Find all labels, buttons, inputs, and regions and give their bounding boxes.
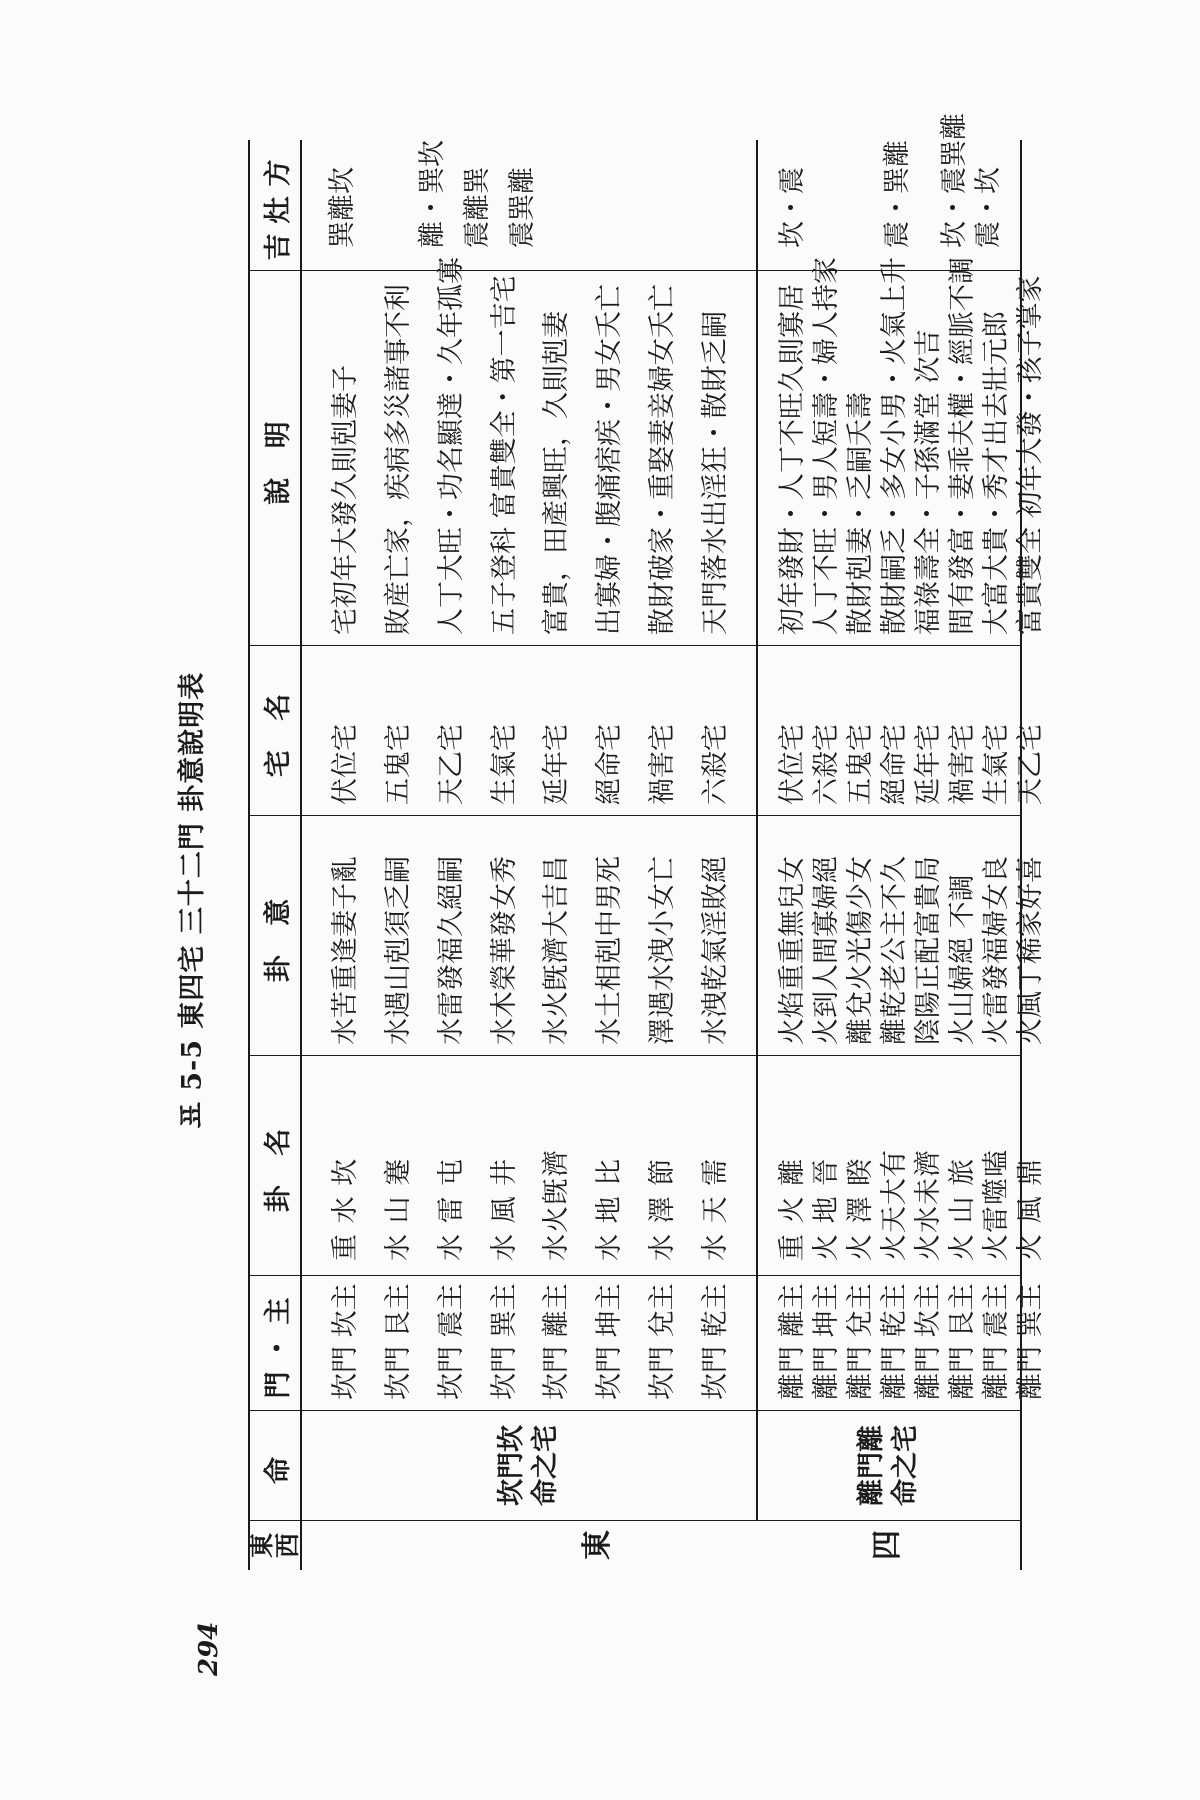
table-cell: 五鬼宅 — [383, 724, 415, 805]
table-cell — [810, 140, 834, 258]
table-cell: 五鬼宅 — [845, 724, 876, 805]
table-cell: 人丁不旺・男人短壽・婦人持家 — [811, 257, 842, 635]
table-cell: 水雷發福久絕嗣 — [435, 856, 467, 1045]
table-cell: 離門 坎主 — [913, 1283, 944, 1400]
table-cell: 震・坎 — [973, 167, 1004, 248]
table-cell: 散財剋妻・乏嗣夭壽 — [845, 392, 876, 635]
table-cell: 絕命宅 — [879, 724, 910, 805]
table-cell: 火風丁稀家好喜 — [1015, 856, 1046, 1045]
table-cell: 火雷發福婦女良 — [981, 856, 1012, 1045]
ming-cell-li: 離門離命之宅 — [758, 1410, 1020, 1520]
table-cell: 火天大有 — [879, 1149, 910, 1261]
table-cell: 水遇山剋須乏嗣 — [383, 856, 415, 1045]
table-cell: 坎・震 — [777, 167, 808, 248]
table-cell: 離門 坤主 — [811, 1283, 842, 1400]
jizao-column — [302, 140, 758, 270]
header-xi: 西 — [273, 1533, 302, 1559]
table-cell: 水土相剋中男死 — [594, 856, 626, 1045]
table-cell: 離兌火光傷少女 — [845, 856, 876, 1045]
table-cell: 宅初年大發久則剋妻子 — [330, 365, 362, 635]
table-cell: 火雷噬嗑 — [981, 1149, 1012, 1261]
rotated-page — [170, 113, 1046, 1680]
table-cell — [834, 140, 858, 258]
header-dong: 東 — [247, 1533, 276, 1559]
table-cell: 重 火 離 — [777, 1157, 808, 1261]
zhaiming-column — [302, 645, 758, 815]
table-cell — [915, 140, 939, 258]
shuoming-column — [758, 257, 1046, 645]
header-guayi: 卦 意 — [250, 815, 302, 1055]
table-cell: 水 地 比 — [594, 1157, 626, 1261]
table-cell: 天門落水出淫狂・散財乏嗣 — [699, 311, 731, 635]
table-cell: 火到人間寡婦絕 — [811, 856, 842, 1045]
table-cell: 延年宅 — [541, 724, 573, 805]
dongxi-column — [302, 1520, 1020, 1570]
table-cell: 間有發富・妻乖夫權・經脈不調 — [947, 257, 978, 635]
ming-cell-kan: 坎門坎命之宅 — [302, 1410, 758, 1520]
table-cell: 離門 震主 — [981, 1283, 1012, 1400]
dongxi-char: 東 — [580, 1530, 615, 1560]
table-cell: 火焰重重無兒女 — [777, 856, 808, 1045]
table-cell: 坎門 震主 — [435, 1283, 467, 1400]
table-cell: 離門 離主 — [777, 1283, 808, 1400]
table-cell — [590, 140, 635, 258]
page-number: 294 — [194, 1621, 224, 1676]
header-shuoming: 說 明 — [250, 270, 302, 645]
guaming-column — [758, 1055, 1046, 1275]
table-cell: 水火旣濟大吉昌 — [541, 856, 573, 1045]
table-cell: 離門 艮主 — [947, 1283, 978, 1400]
table-cell: 福祿壽全・子孫滿堂 次吉 — [913, 329, 944, 635]
table-cell — [365, 140, 410, 258]
table-cell: 坎・震巽離 — [939, 113, 970, 248]
table-cell: 離乾老公主不久 — [879, 856, 910, 1045]
table-cell: 火水未濟 — [913, 1149, 944, 1261]
table-cell: 出寡婦・腹痛痞疾・男女夭亡 — [594, 284, 626, 635]
table-cell: 震離巽 — [462, 167, 493, 248]
table-cell: 伏位宅 — [777, 724, 808, 805]
dongxi-char: 四 — [870, 1530, 905, 1560]
table-cell: 絕命宅 — [594, 724, 626, 805]
table-cell: 火山婦絕 不調 — [947, 874, 978, 1045]
table-cell: 火 風 鼎 — [1015, 1157, 1046, 1261]
table-cell: 坎門 兌主 — [646, 1283, 678, 1400]
table-cell: 六殺宅 — [699, 724, 731, 805]
table-cell: 水火旣濟 — [541, 1149, 573, 1261]
table-caption: 표 5-5 東四宅 三十二門 卦意說明表 — [177, 671, 208, 1129]
table-cell: 陰陽正配富貴局 — [913, 856, 944, 1045]
menzhu-column — [302, 1275, 758, 1410]
table-cell: 敗産亡家，疾病多災諸事不利 — [383, 284, 415, 635]
zhaiming-column — [758, 645, 1046, 815]
table-cell: 離・巽坎 — [417, 140, 448, 248]
table-cell — [635, 140, 680, 258]
header-jizao: 吉灶方 — [250, 140, 302, 270]
table-cell: 離門 兌主 — [845, 1283, 876, 1400]
table-cell: 水 天 需 — [699, 1157, 731, 1261]
table-cell: 巽離坎 — [327, 167, 358, 248]
table-cell: 水 澤 節 — [646, 1157, 678, 1261]
table-cell — [857, 140, 881, 258]
table-cell: 禍害宅 — [947, 724, 978, 805]
table-cell: 火 澤 睽 — [845, 1157, 876, 1261]
jizao-column — [758, 113, 1020, 270]
table-cell: 天乙宅 — [1015, 724, 1046, 805]
guayi-column — [302, 815, 758, 1055]
table-cell: 水洩乾氣淫敗絕 — [699, 856, 731, 1045]
table-cell: 天乙宅 — [435, 724, 467, 805]
table-cell: 水 雷 屯 — [435, 1157, 467, 1261]
shuoming-column — [302, 257, 758, 645]
table-cell: 震巽離 — [507, 167, 538, 248]
table-cell: 火 山 旅 — [947, 1157, 978, 1261]
table-cell — [545, 140, 590, 258]
table-cell: 五子登科 富貴雙全・第一吉宅 — [488, 275, 520, 635]
header-menzhu: 門・主 — [250, 1275, 302, 1410]
table-cell: 離門 乾主 — [879, 1283, 910, 1400]
table-cell: 火 地 晉 — [811, 1157, 842, 1261]
guaming-column — [302, 1055, 758, 1275]
table-cell: 富貴雙全 初年大發・孩子掌家 — [1015, 275, 1046, 635]
table-cell: 澤遇水洩小女亡 — [646, 856, 678, 1045]
table-cell: 水 山 蹇 — [383, 1157, 415, 1261]
table-cell: 坎門 離主 — [541, 1283, 573, 1400]
table-cell: 坎門 坎主 — [330, 1283, 362, 1400]
header-zhaiming: 宅 名 — [250, 645, 302, 815]
trigram-table — [247, 113, 1046, 1570]
table-cell: 初年發財・人丁不旺久則寡居 — [777, 284, 808, 635]
header-dongxi — [247, 1520, 302, 1570]
table-cell: 坎門 乾主 — [699, 1283, 731, 1400]
table-cell: 大富大貴・秀才出去壯元郎 — [981, 311, 1012, 635]
table-cell: 坎門 艮主 — [383, 1283, 415, 1400]
menzhu-column — [758, 1275, 1046, 1410]
table-cell: 富貴，田產興旺，久則剋妻 — [541, 311, 573, 635]
table-cell: 生氣宅 — [981, 724, 1012, 805]
table-cell: 震・巽離 — [881, 140, 913, 248]
table-cell: 延年宅 — [913, 724, 944, 805]
table-cell: 伏位宅 — [330, 724, 362, 805]
table-cell: 水 風 井 — [488, 1157, 520, 1261]
table-cell: 重 水 坎 — [330, 1157, 362, 1261]
table-cell: 生氣宅 — [488, 724, 520, 805]
table-cell: 禍害宅 — [646, 724, 678, 805]
table-cell: 坎門 巽主 — [488, 1283, 520, 1400]
table-cell: 水苦重逢妻子亂 — [330, 856, 362, 1045]
table-cell: 坎門 坤主 — [594, 1283, 626, 1400]
table-cell: 水木榮華發女秀 — [488, 856, 520, 1045]
table-cell: 人丁大旺・功名顯達・久年孤寡 — [435, 257, 467, 635]
header-guaming: 卦 名 — [250, 1055, 302, 1275]
table-cell: 離門 巽主 — [1015, 1283, 1046, 1400]
table-cell: 六殺宅 — [811, 724, 842, 805]
header-ming: 命 — [250, 1410, 302, 1520]
guayi-column — [758, 815, 1046, 1055]
table-cell: 散財破家・重娶妻妾婦女夭亡 — [646, 284, 678, 635]
table-cell: 散財嗣乏・多女小男・火氣上升 — [879, 257, 910, 635]
